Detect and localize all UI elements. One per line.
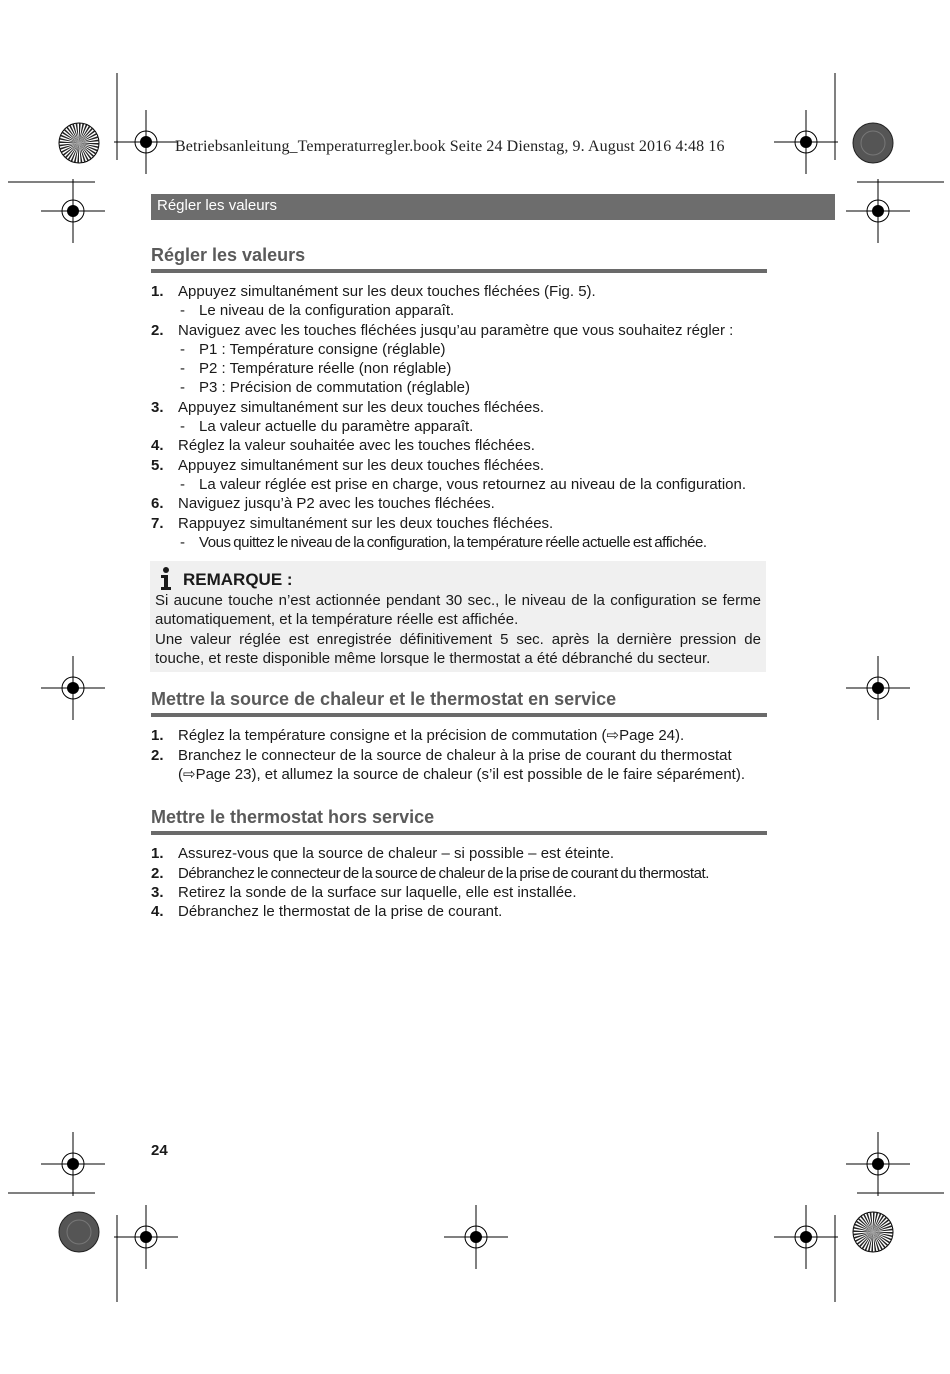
registration-mark-dot [800,1231,812,1243]
step-item [151,746,767,785]
step-item [151,726,767,745]
step-text: Branchez le connecteur de la source de chaleur à la prise de courant du thermostat (⇨Page 23), et allumez la source de chaleur (s’il est possible de le faire séparément). [178,746,746,783]
step-text: Débranchez le thermostat de la prise de courant. [178,903,503,921]
step-number: 7. [151,514,164,532]
gray-target-disc [59,1212,99,1252]
section-header-label: Régler les valeurs [157,197,278,214]
step-number: 1. [151,727,164,745]
step-number: 3. [151,883,164,901]
registration-mark-dot [872,1158,884,1170]
print-header: Betriebsanleitung_Temperaturregler.book Seite 24 Dienstag, 9. August 2016 4:48 16 [175,138,725,155]
sub-item: - La valeur réglée est prise en charge, vous retournez au niveau de la configuration. [178,475,767,494]
step-item [151,398,767,437]
step-number: 4. [151,437,164,455]
step-text: Appuyez simultanément sur les deux touches fléchées. [178,398,545,416]
step-number: 1. [151,845,164,863]
step-number: 5. [151,456,164,474]
registration-mark-dot [140,1231,152,1243]
step-text: Naviguez jusqu’à P2 avec les touches fléchées. [178,495,495,513]
page-number: 24 [151,1142,168,1159]
step-text: Débranchez le connecteur de la source de chaleur de la prise de courant du thermostat. [178,864,709,882]
sub-list [178,340,767,398]
step-number: 2. [151,864,164,882]
step-number: 2. [151,321,164,339]
sub-list [178,301,767,320]
registration-mark-dot [872,682,884,694]
step-text: Retirez la sonde de la surface sur laquelle, elle est installée. [178,883,577,901]
page-content [151,244,767,921]
gray-target-disc [853,123,893,163]
step-text: Appuyez simultanément sur les deux touches fléchées. [178,456,545,474]
step-number: 1. [151,283,164,300]
step-text: Appuyez simultanément sur les deux touches fléchées (Fig. 5). [178,283,596,300]
sub-item: - Le niveau de la configuration apparaît. [178,301,767,320]
section-title-set-values: Régler les valeurs [151,244,767,273]
registration-mark-dot [470,1231,482,1243]
step-text: Réglez la température consigne et la précision de commutation (⇨Page 24). [178,727,685,745]
sub-item: - P1 : Température consigne (réglable) [178,340,767,359]
step-text: Réglez la valeur souhaitée avec les touches fléchées. [178,437,535,455]
step-item [151,436,767,455]
registration-mark-dot [872,205,884,217]
step-text: Naviguez avec les touches fléchées jusqu’au paramètre que vous souhaitez régler : [178,321,734,339]
step-item [151,494,767,513]
registration-mark-dot [67,1158,79,1170]
step-item [151,883,767,902]
note-paragraph: Une valeur réglée est enregistrée définitivement 5 sec. après la dernière pression de touche, et reste disponible même lorsque le thermostat a été débranché du secteur. [155,630,761,668]
sub-item: - La valeur actuelle du paramètre apparaît. [178,417,767,436]
sub-item: - P3 : Précision de commutation (réglable) [178,378,767,397]
step-number: 2. [151,746,164,764]
step-number: 3. [151,398,164,416]
step-number: 4. [151,903,164,921]
sub-item: - Vous quittez le niveau de la configuration, la température réelle actuelle est affichée. [178,533,767,552]
section-start-service [151,688,767,784]
steps-stop-service [151,844,767,921]
step-item [151,456,767,495]
registration-mark-dot [67,205,79,217]
step-text: Rappuyez simultanément sur les deux touches fléchées. [178,514,554,532]
info-icon [158,567,174,591]
section-stop-service [151,806,767,921]
step-item [151,844,767,863]
step-item [151,902,767,921]
step-item [151,282,767,321]
registration-mark-dot [67,682,79,694]
step-number: 6. [151,495,164,513]
sub-list [178,417,767,436]
sub-list [178,533,767,552]
registration-mark-dot [140,136,152,148]
note-header [155,567,761,591]
registration-mark-dot [800,136,812,148]
step-item [151,864,767,883]
section-title-start-service: Mettre la source de chaleur et le thermostat en service [151,688,767,717]
section-title-stop-service: Mettre le thermostat hors service [151,806,767,835]
sub-list [178,475,767,494]
steps-set-values [151,282,767,552]
step-item [151,321,767,398]
note-box [150,561,766,672]
note-title: REMARQUE : [183,569,293,589]
sub-item: - P2 : Température réelle (non réglable) [178,359,767,378]
note-paragraph: Si aucune touche n’est actionnée pendant 30 sec., le niveau de la configuration se ferme automatiquement, et la température réelle est affichée. [155,592,761,629]
step-item [151,514,767,553]
section-header-bar [151,194,835,220]
steps-start-service [151,726,767,784]
section-set-values [151,244,767,552]
step-text: Assurez-vous que la source de chaleur – si possible – est éteinte. [178,845,615,863]
